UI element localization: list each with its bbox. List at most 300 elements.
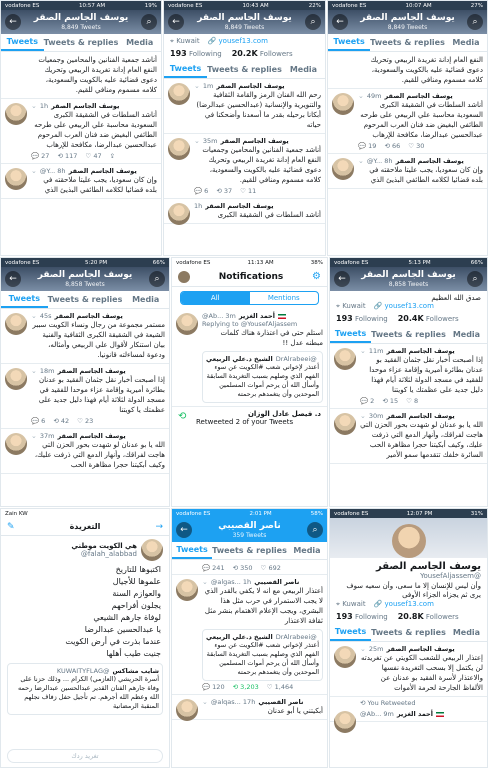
tweet-author[interactable]: يوسف الجاسم الصقر <box>384 92 453 100</box>
status-time: 12:07 PM <box>406 510 433 517</box>
tweet-header <box>31 167 157 175</box>
tweet[interactable] <box>1 99 161 164</box>
tweet-meta: 1m <box>202 82 214 90</box>
chevron-down-icon[interactable]: ⌄ <box>31 312 37 320</box>
tweet-author[interactable]: يوسف الجاسم الصقر <box>216 82 285 90</box>
chevron-down-icon[interactable]: ⌄ <box>358 92 364 100</box>
avatar[interactable] <box>334 413 356 435</box>
profile-info <box>330 558 487 624</box>
search-icon[interactable]: ⌕ <box>467 14 483 30</box>
tweet-meta: 35m <box>202 137 218 145</box>
retweet-icon: ⟲ <box>382 397 388 405</box>
tweet-meta: 25m <box>368 645 384 653</box>
tweet-author[interactable]: يوسف الجاسم الصقر <box>386 412 455 420</box>
retweet-button[interactable]: ⟲ 42 <box>53 417 70 425</box>
notifications-header <box>172 267 327 287</box>
search-icon[interactable]: ⌕ <box>467 271 483 287</box>
avatar[interactable] <box>332 158 354 180</box>
status-bar <box>172 509 327 518</box>
reply-icon: 💬 <box>202 564 211 572</box>
retweet-button[interactable]: ⟲ 3,203 <box>232 683 259 691</box>
retweet-button[interactable]: ⟲ 117 <box>57 152 78 160</box>
status-battery: 38% <box>310 259 323 266</box>
retweet-label: ⟲ You Retweeted <box>360 699 416 707</box>
status-carrier: vodafone ES <box>168 2 203 9</box>
tweet-text: الله يا بو عدنان لو شهدت بحور الحزن التي هاجت لفراقك، وأنهار الدمع التي ذرفت عليك، وكيف أبكيتنا حجرا مظاهرة الحب <box>34 441 165 469</box>
search-icon[interactable]: ⌕ <box>307 522 323 538</box>
tweet-text: أناشد جمعية الفنانين والمحامين وجمعيات النفع العام إدانة تغريدة الربيعي وتحريك دعوى قضائية عليه بالكويت والسعودية، كلامه مسموم ومنافي للقيم. <box>202 146 321 184</box>
tweet-meta: 30m <box>368 412 384 420</box>
avatar[interactable] <box>5 168 27 190</box>
tab-media[interactable]: Media <box>452 628 481 637</box>
tweet[interactable] <box>330 344 487 409</box>
status-battery: 19% <box>144 2 157 9</box>
reply-button[interactable]: 💬 6 <box>194 187 209 195</box>
status-carrier: vodafone ES <box>5 259 40 266</box>
tweet[interactable] <box>1 364 169 429</box>
status-bar <box>330 509 487 518</box>
avatar[interactable] <box>141 539 163 561</box>
tweet-meta: @algas... 1h <box>210 578 252 586</box>
chevron-down-icon[interactable]: ⌄ <box>194 137 200 145</box>
tweet[interactable] <box>164 199 325 224</box>
profile-location: Kuwait <box>176 37 200 45</box>
status-time: 2:01 PM <box>249 510 272 517</box>
profile-link[interactable]: yousef13.com <box>384 600 434 608</box>
tweet-text: استلم حتى في اعتذارة هناك كلمات مبطنه عدل !! <box>220 329 323 347</box>
back-icon[interactable]: ← <box>168 14 184 30</box>
chevron-down-icon[interactable]: ⌄ <box>360 347 366 355</box>
retweet-button[interactable]: ⟲ 37 <box>216 187 233 195</box>
tweet-actions <box>358 142 483 150</box>
tweet-header <box>202 312 323 320</box>
retweet-icon: ⟲ <box>216 187 222 195</box>
tab-media[interactable]: Media <box>289 65 318 74</box>
reply-button[interactable]: 💬 27 <box>31 152 50 160</box>
profile-link[interactable]: yousef13.com <box>218 37 268 45</box>
status-bar <box>172 258 327 267</box>
profile-info <box>330 291 487 326</box>
tab-tweets[interactable]: Tweets <box>1 291 48 308</box>
status-bar <box>1 509 169 518</box>
tab-media[interactable]: Media <box>126 38 154 47</box>
avatar[interactable] <box>5 103 27 125</box>
retweet-notification[interactable] <box>172 407 327 429</box>
profile-header <box>1 10 161 34</box>
status-battery: 66% <box>470 259 483 266</box>
heart-icon: ♡ <box>260 564 267 572</box>
screenshot-panel-1 <box>0 0 162 256</box>
avatar[interactable] <box>5 313 27 335</box>
profile-stats <box>336 314 481 323</box>
tweet-author[interactable]: هي الكويت موطني <box>71 542 137 550</box>
link-icon: 🔗 <box>373 600 383 608</box>
replying-to[interactable]: Replying to @YousefAljassem <box>202 320 298 328</box>
tweet[interactable] <box>330 707 487 722</box>
tweet-count: 8,858 Tweets <box>65 281 105 288</box>
tweet-author[interactable]: ناصر القصيبي <box>258 698 304 706</box>
tweet-meta: @Ab... 9m <box>360 710 394 718</box>
tweet[interactable] <box>328 154 487 189</box>
screenshot-panel-3 <box>327 0 488 256</box>
profile-stats <box>336 612 481 621</box>
status-carrier: vodafone ES <box>334 259 369 266</box>
profile-header <box>1 267 169 291</box>
profile-name: يوسف الجاسم الصقر <box>360 13 455 23</box>
status-carrier: vodafone ES <box>334 510 369 517</box>
back-icon[interactable]: ← <box>332 14 348 30</box>
tweet-count: 8,849 Tweets <box>224 24 265 31</box>
tweet[interactable] <box>172 695 327 720</box>
tweet[interactable] <box>164 134 325 199</box>
tab-media[interactable]: Media <box>452 38 480 47</box>
avatar[interactable] <box>5 368 27 390</box>
like-button[interactable]: ♡ 1,464 <box>266 683 294 691</box>
link-icon: 🔗 <box>207 37 217 45</box>
avatar[interactable] <box>168 138 190 160</box>
chevron-down-icon[interactable]: ⌄ <box>31 102 37 110</box>
reply-icon: 💬 <box>358 142 367 150</box>
tab-media[interactable]: Media <box>132 295 160 304</box>
screenshot-panel-5 <box>171 257 328 507</box>
tweet[interactable] <box>330 409 487 464</box>
retweet-button[interactable]: ⟲ 66 <box>384 142 401 150</box>
tweet-header <box>194 202 321 210</box>
tweet-text: وإن كان سعوديا، يجب عليتا ملاحقته في بلده قضائيا لكلامه الطائفي البذيئ الذي <box>369 166 483 184</box>
like-button[interactable]: ♡ 692 <box>260 564 281 572</box>
reply-icon: 💬 <box>31 417 40 425</box>
profile-name: يوسف الجاسم الصقر <box>33 13 129 23</box>
avatar[interactable] <box>176 579 198 601</box>
tab-tweets-replies[interactable]: Tweets & replies <box>43 38 119 47</box>
profile-location-row <box>336 302 481 311</box>
tweet-actions <box>194 187 321 195</box>
tab-tweets[interactable]: Tweets <box>1 34 44 51</box>
status-bar <box>330 258 487 267</box>
reply-button[interactable]: 💬 6 <box>31 417 46 425</box>
reply-input[interactable]: تغريد ردك <box>7 749 163 763</box>
like-button[interactable]: ♡ 47 <box>85 152 102 160</box>
tab-media[interactable]: Media <box>293 546 321 555</box>
tweet-author[interactable]: يوسف الجاسم الصقر <box>68 167 137 175</box>
following-count[interactable]: 193 Following <box>170 49 222 58</box>
status-carrier: vodafone ES <box>5 2 40 9</box>
retweet-button[interactable]: ⟲ 15 <box>382 397 399 405</box>
quoted-handle: @DrAlrabeei <box>275 355 317 363</box>
tab-tweets[interactable]: Tweets <box>164 61 207 78</box>
quoted-tweet[interactable] <box>202 629 323 681</box>
tweet-header <box>31 102 157 110</box>
chevron-down-icon[interactable]: ⌄ <box>360 412 366 420</box>
tweet-text: مستمر مجموعة من رجال ونساء الكويت سببر الشيعة في الشقيقة الكبرى الثقافية والفنية بيان استنكار لأقوال علي الربيعي وأمثاله، ودعوة لمساءلته قانونيا. <box>32 321 165 359</box>
share-icon[interactable]: ⇪ <box>109 152 116 160</box>
profile-tabs <box>330 326 487 344</box>
profile-name: ناصر القصيبي <box>218 521 281 531</box>
avatar[interactable] <box>334 348 356 370</box>
search-icon[interactable]: ⌕ <box>305 14 321 30</box>
retweet-button[interactable]: ⟲ 350 <box>232 564 253 572</box>
reply-icon: 💬 <box>202 683 211 691</box>
tweet-meta: 45s <box>39 312 52 320</box>
followers-count[interactable]: 20.8K Followers <box>397 612 459 621</box>
profile-info <box>164 34 325 61</box>
quoted-text: أعتذر لإخواني شعب #الكويت عن سوء الفهم الذي وصلهم بسبب التغريدة السابقة وأسأل الله أن يرحم أموات المسلمين الموحدين وأن يتغمدهم برحمته <box>206 641 319 676</box>
retweet-notification-text: Retweeted 2 of your Tweets <box>196 418 294 426</box>
tweet-author[interactable]: يوسف الجاسم الصقر <box>57 367 126 375</box>
quoted-tweet[interactable] <box>202 351 323 403</box>
tweet-count: 359 Tweets <box>232 532 267 539</box>
tweet[interactable] <box>330 642 487 697</box>
chevron-down-icon[interactable]: ⌄ <box>202 698 208 706</box>
compose-icon[interactable]: ✎ <box>7 521 15 532</box>
screenshot-panel-9 <box>329 508 488 768</box>
kuwait-flag-icon <box>278 314 286 319</box>
tweet-header <box>31 367 165 375</box>
status-carrier: vodafone ES <box>176 510 211 517</box>
tweet-text: اكتبوها للتاريخ علموها للأجيال والعوازم السنة يجلون أفراحهم لوفاة جارهم الشيعي يا عبدالحسين عبدالرضا عندما بذرت في أرض الكويت جنيت طيب أهلها <box>65 565 161 658</box>
like-button[interactable]: ♡ 23 <box>77 417 94 425</box>
tweet-header <box>194 137 321 145</box>
profile-header <box>328 10 487 34</box>
followers-count[interactable]: 20.4K Followers <box>397 314 459 323</box>
tweet-actions <box>31 152 157 160</box>
chevron-down-icon[interactable]: ⌄ <box>31 167 37 175</box>
tab-tweets-replies[interactable]: Tweets & replies <box>47 295 123 304</box>
chevron-down-icon[interactable]: ⌄ <box>202 578 208 586</box>
forward-icon[interactable]: → <box>155 521 163 532</box>
tab-tweets-replies[interactable]: Tweets & replies <box>212 546 287 555</box>
tweet-meta: @alqas... 17h <box>210 698 256 706</box>
tweet-actions <box>31 417 165 425</box>
tweet-author[interactable]: ناصر القصيبي <box>254 578 300 586</box>
tweet-author[interactable]: يوسف الجاسم الصقر <box>386 347 455 355</box>
tweet-text: إذا أصبحت أخبار نقل جثمان الفقيد بو عدنان بطائرة أميرية وإقامة عزاء موحدا للفقيد في مسجد الدولة لثلاثة أيام فهذا دليل جديد على عظمتك يا كويتنا <box>369 356 483 394</box>
heart-icon: ♡ <box>85 152 92 160</box>
quoted-author: شايب مشاكس <box>112 667 159 675</box>
tab-mentions[interactable]: Mentions <box>267 294 300 302</box>
profile-tabs <box>1 291 169 309</box>
avatar[interactable] <box>168 83 190 105</box>
tab-tweets-replies[interactable]: Tweets & replies <box>207 65 282 74</box>
tab-tweets-replies[interactable]: Tweets & replies <box>371 330 446 339</box>
search-icon[interactable]: ⌕ <box>149 271 165 287</box>
page-title: Notifications <box>218 271 284 282</box>
reply-button[interactable]: 💬 241 <box>202 564 225 572</box>
search-icon[interactable]: ⌕ <box>141 14 157 30</box>
quoted-author: الشيخ د.علي الربيعي <box>206 355 273 363</box>
avatar[interactable] <box>334 711 356 733</box>
status-battery: 31% <box>470 510 483 517</box>
reply-icon: 💬 <box>194 187 203 195</box>
screenshot-panel-6 <box>329 257 488 507</box>
status-battery: 22% <box>308 2 321 9</box>
chevron-down-icon[interactable]: ⌄ <box>31 432 37 440</box>
back-icon[interactable]: ← <box>5 271 21 287</box>
avatar[interactable] <box>176 699 198 721</box>
tweet-meta: 1h <box>194 202 203 210</box>
like-button[interactable]: ♡ 11 <box>240 187 257 195</box>
tweet-actions <box>172 562 327 575</box>
reply-button[interactable]: 💬 120 <box>202 683 225 691</box>
tweet[interactable] <box>164 79 325 134</box>
back-icon[interactable]: ← <box>334 271 350 287</box>
chevron-down-icon[interactable]: ⌄ <box>358 157 364 165</box>
tweet-text: أناشد السلطات في الشقيقة الكبرى <box>217 211 321 219</box>
tweet-author[interactable]: يوسف الجاسم الصقر <box>51 102 120 110</box>
status-carrier: Zain KW <box>5 510 28 517</box>
tweet-meta: 1h <box>39 102 49 110</box>
back-icon[interactable]: ← <box>176 522 192 538</box>
tweet-handle[interactable]: @falah_alabbad <box>80 550 137 558</box>
chevron-down-icon[interactable]: ⌄ <box>194 82 200 90</box>
tweet-meta: 11m <box>368 347 384 355</box>
tweet-author[interactable]: يوسف الجاسم الصقر <box>395 157 464 165</box>
quoted-text: أسرة الحريشي (العازمي) الكرام ... وذلك حزنا على وفاة جارهم الفنان القدير عبدالحسين عبدالرضا رحمه الله وعظم الله أجرهم. تم تأجيل حفل زفاف نجلهم المنقبة الرمضانية <box>17 675 159 710</box>
tweet-text: أناشد جمعية الفنانين والمحامين وجمعيات النفع العام إدانة تغريدة الربيعي وتحريك دعوى قضائية عليه بالكويت والسعودية، كلامه مسموم ومنافي للقيم. <box>38 56 157 94</box>
tweet-text: إذا أصبحت أخبار نقل جثمان الفقيد بو عدنان بطائرة أميرية وإقامة عزاء موحدا للفقيد في مسجد الدولة لثلاثة أيام فهذا دليل جديد على عظمتك يا كويتنا <box>38 376 165 414</box>
tweet-author[interactable]: يوسف الجاسم الصقر <box>54 312 123 320</box>
back-icon[interactable]: ← <box>5 14 21 30</box>
tweet[interactable] <box>1 309 169 364</box>
status-time: 11:13 AM <box>247 259 274 266</box>
retweet-icon: ⟲ <box>57 152 63 160</box>
location-icon: ⌖ <box>336 302 340 310</box>
tweet-author[interactable]: يوسف الجاسم الصقر <box>220 137 289 145</box>
tweet-author[interactable]: يوسف الجاسم الصقر <box>205 202 274 210</box>
tweet-text: إعتذار الربيعي للشعب الكويتي عن تغريدته لن يكتمل إلا بسحب التغريدة نفسها والاعتذار لأسرة الفقيد بو عدنان عن الألفاظ الجارحة لحرمة الأموات <box>361 654 483 692</box>
notification-item[interactable] <box>172 309 327 407</box>
tab-tweets[interactable]: Tweets <box>330 624 371 641</box>
tab-media[interactable]: Media <box>452 330 481 339</box>
profile-bio: وأن ليس للإنسان إلا ما سعى، وأن سعيه سوف يرى ثم يجزاه الجزاء الأوفى <box>346 582 481 599</box>
tweet-author[interactable]: أحمد الغزير <box>396 710 433 718</box>
status-carrier: vodafone ES <box>176 259 211 266</box>
profile-tabs <box>328 34 487 52</box>
tweet[interactable] <box>1 164 161 199</box>
profile-header <box>330 267 487 291</box>
tweet-header <box>358 92 483 100</box>
tweet-header <box>358 157 483 165</box>
tweet-header <box>360 645 483 653</box>
status-bar <box>328 1 487 10</box>
retweeter-name[interactable]: د. فيصل عادل الوزان <box>247 410 321 418</box>
avatar[interactable] <box>5 433 27 455</box>
status-time: 5:20 PM <box>84 259 108 266</box>
status-bar <box>1 258 169 267</box>
profile-location: Kuwait <box>342 600 366 608</box>
status-time: 10:57 AM <box>79 2 106 9</box>
profile-header <box>172 518 327 542</box>
heart-icon: ♡ <box>406 397 412 405</box>
tweet[interactable] <box>1 52 161 99</box>
chevron-down-icon[interactable]: ⌄ <box>360 645 366 653</box>
avatar[interactable] <box>332 93 354 115</box>
tweet-author[interactable]: يوسف الجاسم الصقر <box>386 645 455 653</box>
kuwait-flag-icon <box>436 712 444 717</box>
like-button[interactable]: ♡ 30 <box>408 142 425 150</box>
tweet[interactable] <box>328 89 487 154</box>
profile-tabs <box>330 624 487 642</box>
tab-tweets[interactable]: Tweets <box>330 326 371 343</box>
following-count[interactable]: 193 Following <box>336 612 388 621</box>
retweet-icon: ⟲ <box>384 142 390 150</box>
tweet-text: النفع العام إدانة تغريدة الربيعي وتحريك دعوى قضائية عليه بالكويت والسعودية، كلامه مسموم ومنافي للقيم. <box>370 56 483 84</box>
profile-tabs <box>172 542 327 560</box>
quoted-author: الشيخ د.علي الربيعي <box>206 633 273 641</box>
tweet-author[interactable]: يوسف الجاسم الصقر <box>57 432 126 440</box>
profile-name: يوسف الجاسم الصقر <box>197 13 292 23</box>
tab-tweets[interactable]: Tweets <box>172 542 212 559</box>
tweet-text: رحم الله الفنان الرمز والقامة الثقافية والتنويرية والإنسانية (عبدالحسين عبدالرضا) أبكانا برحيله بقدر ما أسعدنا وأضحكنا في حياته <box>196 91 321 129</box>
quoted-tweet[interactable] <box>7 663 163 715</box>
page-title: التغريدة <box>69 522 101 531</box>
profile-name: يوسف الجاسم الصقر <box>375 561 481 572</box>
profile-name: يوسف الجاسم الصقر <box>361 270 456 280</box>
tweet-text: أناشد السلطات في الشقيقة الكبرى السعودية محاسبة علي الربيعي على طرحه الطائفي البغيض ضد فنان العرب المرحوم عبدالحسين عبدالرضا، مكافحة للإرهاب <box>360 101 483 139</box>
quoted-handle: @DrAlrabeei <box>275 633 317 641</box>
status-time: 10:43 AM <box>242 2 269 9</box>
tweet[interactable] <box>172 575 327 695</box>
tab-tweets-replies[interactable]: Tweets & replies <box>371 628 446 637</box>
tab-tweets[interactable]: Tweets <box>328 34 370 51</box>
profile-name: يوسف الجاسم الصقر <box>37 270 133 280</box>
like-button[interactable]: ♡ 8 <box>406 397 419 405</box>
avatar[interactable] <box>176 313 198 335</box>
retweet-icon: ⟲ <box>360 699 366 707</box>
screenshot-panel-2 <box>163 0 326 256</box>
tweet-header <box>31 312 165 320</box>
screenshot-panel-8 <box>171 508 328 768</box>
tweet-count: 8,849 Tweets <box>387 24 428 31</box>
tab-tweets-replies[interactable]: Tweets & replies <box>370 38 445 47</box>
avatar[interactable] <box>178 271 190 283</box>
profile-handle: @YousefAljassem <box>420 572 481 580</box>
tweet-actions <box>202 683 323 691</box>
following-count[interactable]: 193 Following <box>336 314 388 323</box>
reply-button[interactable]: 💬 19 <box>358 142 377 150</box>
tweet[interactable] <box>1 429 169 474</box>
tweet-author[interactable]: أحمد الغزير <box>238 312 275 320</box>
heart-icon: ♡ <box>240 187 246 195</box>
location-icon: ⌖ <box>336 600 340 608</box>
retweet-icon: ⟲ <box>178 411 187 422</box>
heart-icon: ♡ <box>77 417 83 425</box>
avatar[interactable] <box>334 646 356 668</box>
status-time: 5:13 PM <box>408 259 431 266</box>
tweet-header <box>202 578 323 586</box>
status-battery: 66% <box>152 259 165 266</box>
tab-all[interactable]: All <box>181 292 250 304</box>
tweet-author-row <box>1 536 169 564</box>
followers-count[interactable]: 20.2K Followers <box>231 49 293 58</box>
tweet[interactable] <box>328 52 487 89</box>
link-icon: 🔗 <box>373 302 383 310</box>
profile-location: Kuwait <box>342 302 366 310</box>
tweet-meta: 18m <box>39 367 55 375</box>
gear-icon[interactable]: ⚙ <box>312 271 321 282</box>
chevron-down-icon[interactable]: ⌄ <box>31 367 37 375</box>
tweet-actions <box>360 397 483 405</box>
profile-header <box>164 10 325 34</box>
profile-link[interactable]: yousef13.com <box>384 302 434 310</box>
tweet-count: 8,858 Tweets <box>388 281 429 288</box>
tweet-text: وإن كان سعوديا، يجب عليتا ملاحقته في بلده قضائيا لكلامه الطائفي البذيئ الذي <box>43 176 157 194</box>
avatar[interactable] <box>168 203 190 225</box>
tweet-text: أناشد السلطات في الشقيقة الكبرى السعودية محاسبة علي الربيعي على طرحه الطائفي البغيض ضد فنان العرب المرحوم عبدالحسين عبدالرضا، مكافحة للإرهاب <box>34 111 157 149</box>
reply-button[interactable]: 💬 2 <box>360 397 375 405</box>
notifications-segmented-control <box>180 291 319 305</box>
reply-icon: 💬 <box>360 397 369 405</box>
